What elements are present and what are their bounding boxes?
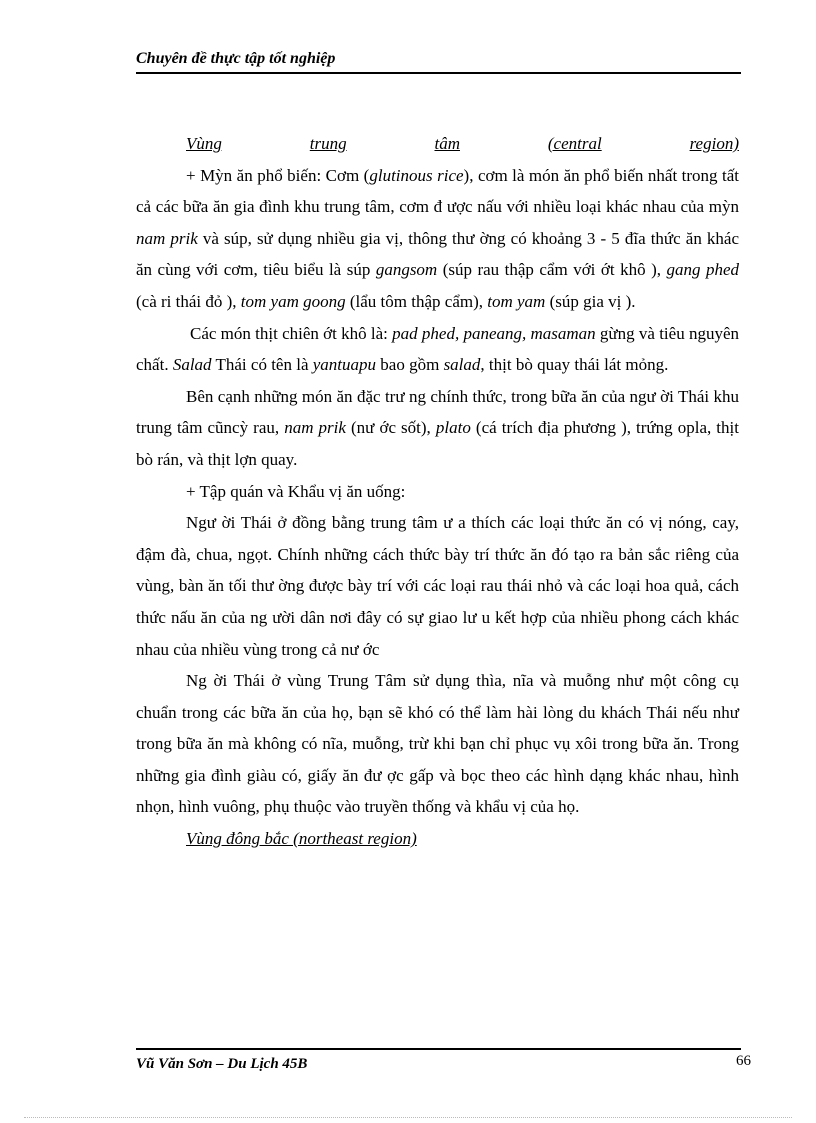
text-run: và súp, sử dụng nhiều gia vị, thông thư ờng có khoảng 3 - 5 đĩa thức ăn khác ăn cùng với cơm, tiêu biểu là súp [136, 228, 739, 280]
text-run: bao gồm [376, 355, 444, 375]
dish-name: plato [435, 418, 471, 438]
document-body [136, 128, 739, 855]
dish-name: yantuapu [312, 355, 377, 375]
text-run: , thịt bò quay thái lát mỏng. [480, 355, 669, 375]
text-run: + Mỳn ăn phổ biến: Cơm ( [186, 165, 370, 185]
paragraph-side-dishes [136, 381, 739, 476]
text-run: Các món thịt chiên ớt khô là: [190, 323, 393, 343]
text-run: (lẩu tôm thập cẩm), [345, 291, 488, 311]
header-divider [136, 72, 741, 74]
heading-word: (central [547, 134, 602, 153]
text-run: Bên cạnh những món ăn đặc trư ng chính thức, trong bữa ăn của ngư ời Thái khu trung tâm cũncỳ rau, [136, 386, 739, 438]
dish-name: glutinous rice [369, 165, 464, 185]
dish-name: pad phed, paneang, masaman [392, 323, 596, 343]
paragraph-popular-dishes [136, 160, 739, 318]
paragraph-customs-heading: + Tập quán và Khẩu vị ăn uống: [186, 481, 406, 501]
text-run: Thái có tên là [211, 355, 313, 375]
text-run: ), cơm là món ăn phổ biến nhất trong tất cả các bữa ăn gia đình khu trung tâm, cơm đ ược nấu với nhiều loại khác nhau của mỳn [136, 165, 739, 217]
text-run: (súp gia vị ). [545, 291, 636, 311]
heading-word: Vùng [186, 134, 222, 153]
text-run: (cà ri thái đỏ ), [136, 291, 241, 311]
text-run: gừng và tiêu nguyên chất. [136, 323, 739, 375]
paragraph-fried-meat-dishes [136, 318, 739, 381]
section-heading-northeast-region: Vùng đông bắc (northeast region) [186, 829, 417, 849]
dish-name: tom yam [487, 291, 546, 311]
footer-author: Vũ Văn Sơn – Du Lịch 45B [136, 1056, 308, 1072]
section-heading-central-region [186, 128, 739, 160]
heading-word: tâm [434, 134, 460, 153]
heading-word: trung [309, 134, 347, 153]
dish-name: gang phed [666, 260, 739, 280]
page-number: 66 [736, 1053, 751, 1069]
heading-word: region) [689, 134, 739, 153]
dish-name: Salad [172, 355, 212, 375]
text-run: (cá trích địa phương ), trứng opla, thịt bò rán, và thịt lợn quay. [136, 418, 739, 469]
dish-name: nam prik [136, 228, 198, 248]
dish-name: tom yam goong [240, 291, 346, 311]
dish-name: gangsom [375, 260, 438, 280]
document-header-title: Chuyên đề thực tập tốt nghiệp [136, 50, 336, 67]
paragraph-taste-preferences: Ngư ời Thái ở đồng bằng trung tâm ư a thích các loại thức ăn có vị nóng, cay, đậm đà, chua, ngọt. Chính những cách thức bày trí thức ăn đó tạo ra bản sắc riêng của vùng, bàn ăn tối thư ờng được bày trí với các loại rau thái nhỏ và các loại hoa quả, cách thức nấu ăn của ng ười dân nơi đây có sự giao lư u kết hợp của nhiều phong cách khác nhau của nhiều vùng trong cả nư ớc [136, 513, 739, 659]
paragraph-utensils: Ng ời Thái ở vùng Trung Tâm sử dụng thìa, nĩa và muỗng như một công cụ chuẩn trong các bữa ăn của họ, bạn sẽ khó có thể làm hài lòng du khách Thái nếu như trong bữa ăn mà không có nĩa, muỗng, trừ khi bạn chỉ phục vụ xôi trong bữa ăn. Trong những gia đình giàu có, giấy ăn đư ợc gấp và bọc theo các hình dạng khác nhau, hình nhọn, hình vuông, phụ thuộc vào truyền thống và khẩu vị của họ. [136, 671, 739, 817]
footer-divider [136, 1048, 741, 1050]
dish-name: salad [443, 355, 481, 375]
text-run: (súp rau thập cẩm với ớt khô ), [437, 260, 667, 280]
text-run: (nư ớc sốt), [345, 418, 436, 438]
page-edge-dotted-line [24, 1117, 792, 1118]
dish-name: nam prik [284, 418, 346, 438]
